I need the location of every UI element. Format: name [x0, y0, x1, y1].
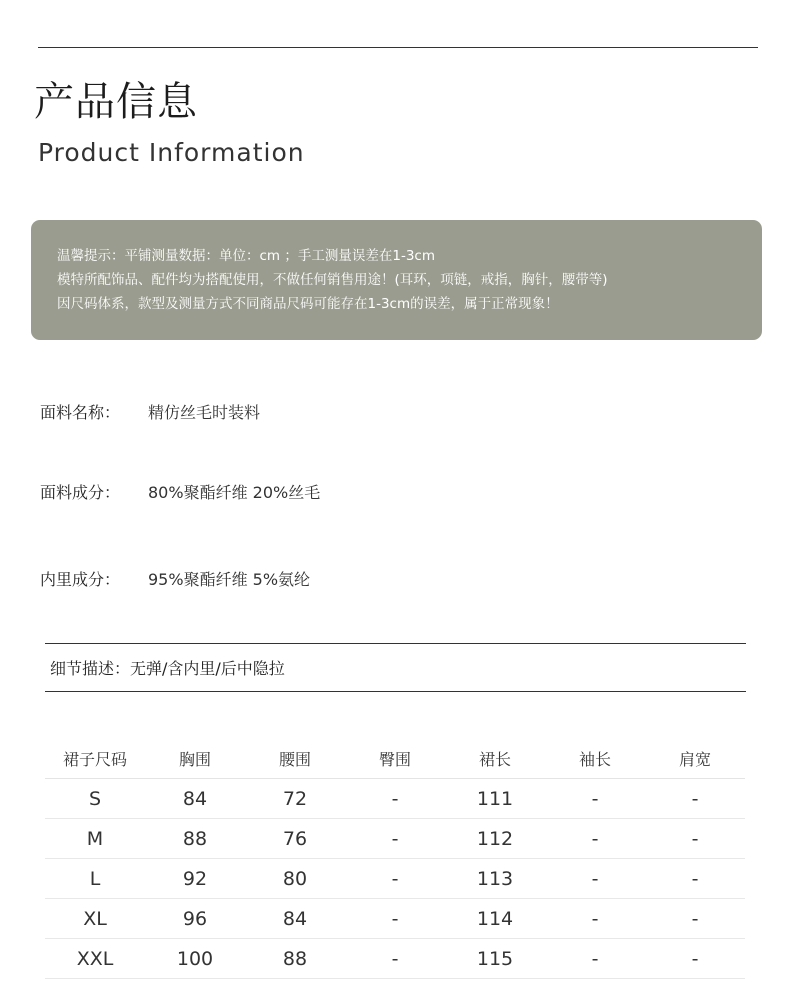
table-cell: -: [345, 779, 445, 819]
page-title: 产品信息: [34, 79, 198, 125]
notice-box: [31, 220, 762, 340]
detail-divider-top: [45, 643, 746, 644]
table-cell: -: [545, 819, 645, 859]
size-table: [45, 738, 745, 979]
spec-label: 面料名称：: [40, 403, 121, 422]
table-cell: -: [645, 819, 745, 859]
column-header: 胸围: [145, 738, 245, 779]
notice-line: 因尺码体系，款型及测量方式不同商品尺码可能存在1-3cm的误差，属于正常现象！: [57, 296, 559, 312]
spec-label: 内里成分：: [40, 570, 121, 589]
table-cell: XL: [45, 899, 145, 939]
detail-label: 细节描述：: [50, 659, 131, 678]
page-subtitle: Product Information: [38, 138, 305, 167]
table-cell: -: [345, 899, 445, 939]
table-cell: 72: [245, 779, 345, 819]
table-cell: -: [645, 779, 745, 819]
detail-description: [50, 656, 285, 679]
spec-label: 面料成分：: [40, 483, 121, 502]
table-cell: 113: [445, 859, 545, 899]
table-cell: 76: [245, 819, 345, 859]
spec-lining-composition: [40, 567, 310, 590]
table-cell: -: [345, 819, 445, 859]
column-header: 袖长: [545, 738, 645, 779]
table-row: [45, 899, 745, 939]
table-cell: M: [45, 819, 145, 859]
table-cell: 84: [145, 779, 245, 819]
table-cell: -: [545, 859, 645, 899]
column-header: 肩宽: [645, 738, 745, 779]
table-cell: XXL: [45, 939, 145, 979]
table-cell: 88: [145, 819, 245, 859]
spec-fabric-name: [40, 400, 260, 423]
column-header: 裙子尺码: [45, 738, 145, 779]
table-cell: 88: [245, 939, 345, 979]
table-cell: -: [345, 939, 445, 979]
table-cell: 115: [445, 939, 545, 979]
spec-fabric-composition: [40, 480, 320, 503]
table-cell: -: [645, 859, 745, 899]
spec-value: 80%聚酯纤维 20%丝毛: [148, 483, 321, 502]
table-row: [45, 859, 745, 899]
table-cell: -: [645, 939, 745, 979]
table-row: [45, 779, 745, 819]
notice-line: 温馨提示：平铺测量数据：单位：cm ；手工测量误差在1-3cm: [57, 248, 435, 264]
detail-value: 无弹/含内里/后中隐拉: [130, 659, 285, 678]
notice-line: 模特所配饰品、配件均为搭配使用，不做任何销售用途！(耳环，项链，戒指，胸针，腰带等): [57, 272, 608, 288]
spec-value: 95%聚酯纤维 5%氨纶: [148, 570, 311, 589]
size-table-header-row: [45, 738, 745, 779]
table-row: [45, 939, 745, 979]
table-cell: S: [45, 779, 145, 819]
table-cell: 84: [245, 899, 345, 939]
column-header: 臀围: [345, 738, 445, 779]
table-cell: -: [545, 939, 645, 979]
table-cell: 114: [445, 899, 545, 939]
table-cell: -: [545, 899, 645, 939]
column-header: 腰围: [245, 738, 345, 779]
table-cell: 100: [145, 939, 245, 979]
top-divider: [38, 47, 758, 48]
table-cell: -: [645, 899, 745, 939]
table-cell: L: [45, 859, 145, 899]
table-cell: 111: [445, 779, 545, 819]
table-cell: 96: [145, 899, 245, 939]
table-cell: 80: [245, 859, 345, 899]
table-cell: 92: [145, 859, 245, 899]
table-row: [45, 819, 745, 859]
column-header: 裙长: [445, 738, 545, 779]
table-cell: 112: [445, 819, 545, 859]
detail-divider-bottom: [45, 691, 746, 692]
table-cell: -: [545, 779, 645, 819]
spec-value: 精仿丝毛时装料: [148, 403, 261, 422]
table-cell: -: [345, 859, 445, 899]
